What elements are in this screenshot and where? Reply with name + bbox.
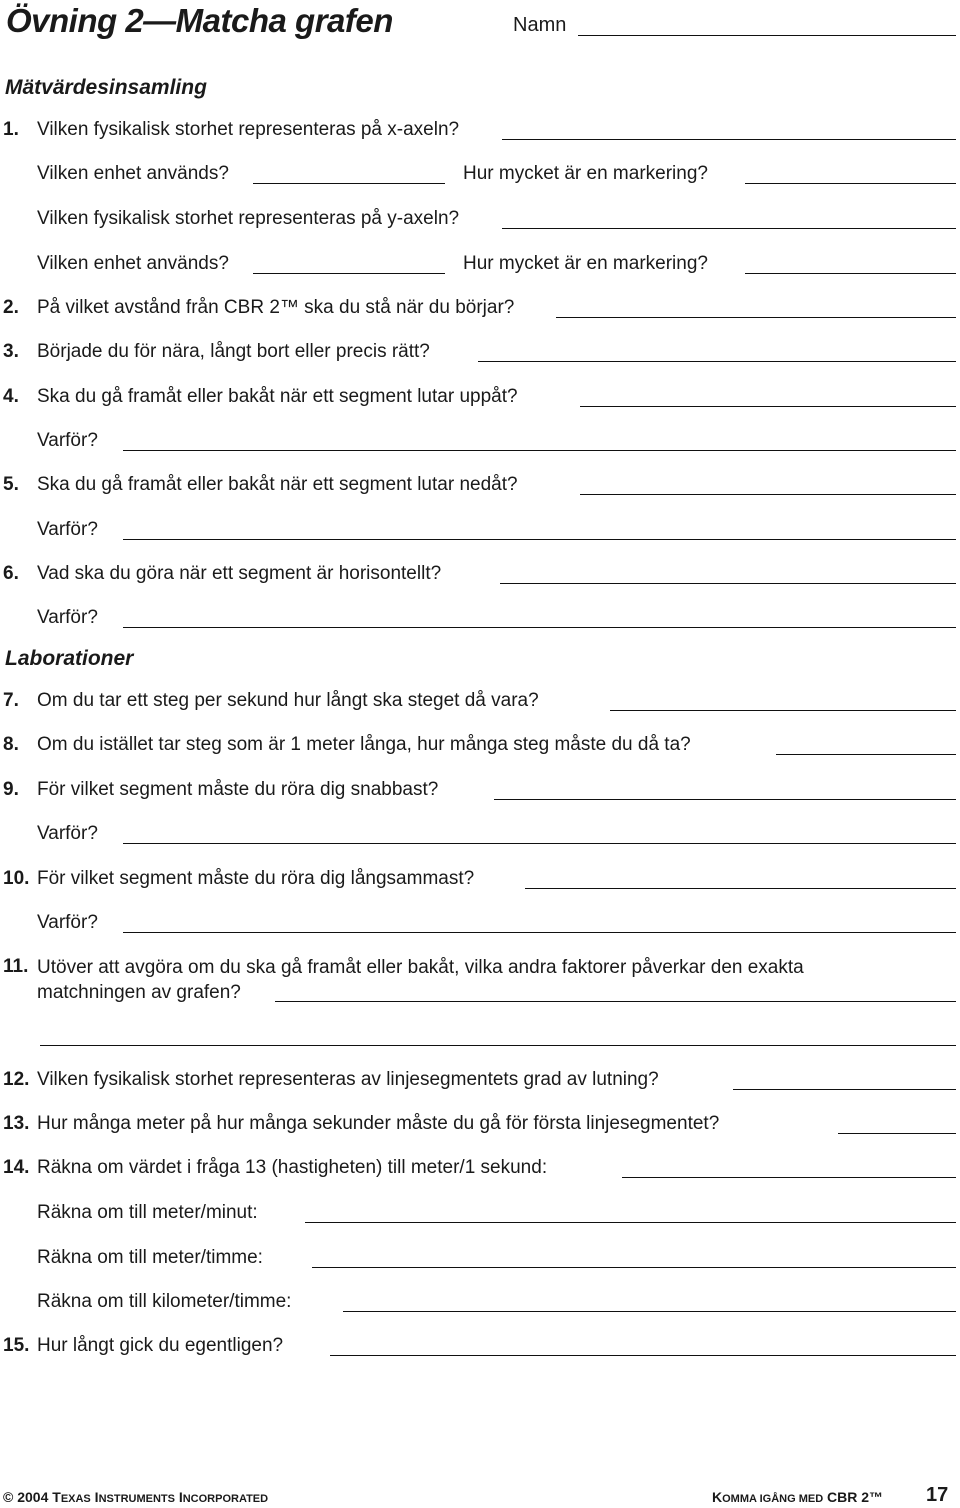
page-title: Övning 2—Matcha grafen — [6, 2, 393, 39]
question-10 — [0, 867, 960, 895]
why-label: Varför? — [37, 823, 98, 844]
question-6-why — [0, 606, 960, 634]
question-text: Vad ska du göra när ett segment är horisontellt? — [37, 563, 442, 584]
question-15 — [0, 1334, 960, 1362]
question-number: 9. — [3, 779, 19, 800]
why-label: Varför? — [37, 519, 98, 540]
question-text: Hur mycket är en markering? — [463, 163, 708, 184]
question-number: 1. — [3, 119, 19, 140]
publisher-name: TEXAS INSTRUMENTS INCORPORATED — [52, 1489, 269, 1505]
question-1-y-unit — [0, 252, 960, 280]
name-label: Namn — [513, 14, 567, 36]
answer-line[interactable] — [253, 273, 445, 274]
answer-line[interactable] — [502, 228, 956, 229]
question-5 — [0, 473, 960, 501]
question-11 — [0, 955, 960, 1009]
answer-line[interactable] — [275, 1001, 956, 1002]
question-number: 3. — [3, 341, 19, 362]
question-text: Vilken enhet används? — [37, 253, 229, 274]
question-8 — [0, 733, 960, 761]
question-13 — [0, 1112, 960, 1140]
question-9-why — [0, 822, 960, 850]
question-5-why — [0, 518, 960, 546]
answer-line[interactable] — [622, 1177, 956, 1178]
question-number: 4. — [3, 386, 19, 407]
section-heading-labs: Laborationer — [5, 647, 134, 670]
answer-line[interactable] — [305, 1222, 956, 1223]
question-text: Ska du gå framåt eller bakåt när ett segment lutar nedåt? — [37, 474, 518, 495]
why-label: Varför? — [37, 430, 98, 451]
question-14-per-minute — [0, 1201, 960, 1229]
answer-line[interactable] — [343, 1311, 956, 1312]
question-11-continued — [0, 1024, 960, 1052]
question-1-x-unit — [0, 162, 960, 190]
question-text: För vilket segment måste du röra dig långsammast? — [37, 868, 475, 889]
name-field[interactable] — [578, 35, 956, 36]
answer-line[interactable] — [123, 450, 956, 451]
question-text: Om du istället tar steg som är 1 meter långa, hur många steg måste du då ta? — [37, 734, 691, 755]
question-text: På vilket avstånd från CBR 2™ ska du stå när du börjar? — [37, 297, 515, 318]
footer-book-title: KOMMA IGÅNG MED CBR 2™ — [712, 1489, 884, 1505]
question-number: 14. — [3, 1157, 30, 1178]
answer-line[interactable] — [745, 183, 956, 184]
question-number: 5. — [3, 474, 19, 495]
question-12 — [0, 1068, 960, 1096]
question-text: Hur mycket är en markering? — [463, 253, 708, 274]
answer-line[interactable] — [500, 583, 956, 584]
question-text: Ska du gå framåt eller bakåt när ett segment lutar uppåt? — [37, 386, 518, 407]
question-text: Vilken fysikalisk storhet representeras på x-axeln? — [37, 119, 460, 140]
question-text: Hur många meter på hur många sekunder måste du gå för första linjesegmentet? — [37, 1113, 720, 1134]
question-number: 13. — [3, 1113, 30, 1134]
answer-line[interactable] — [610, 710, 956, 711]
question-text: Räkna om till kilometer/timme: — [37, 1291, 292, 1312]
footer-copyright — [3, 1489, 268, 1505]
question-text: För vilket segment måste du röra dig snabbast? — [37, 779, 439, 800]
answer-line[interactable] — [745, 273, 956, 274]
answer-line[interactable] — [776, 754, 956, 755]
answer-line[interactable] — [330, 1355, 956, 1356]
question-10-why — [0, 911, 960, 939]
question-text: Räkna om till meter/timme: — [37, 1247, 263, 1268]
answer-line[interactable] — [123, 843, 956, 844]
question-6 — [0, 562, 960, 590]
question-text: Vilken enhet används? — [37, 163, 229, 184]
answer-line[interactable] — [733, 1089, 956, 1090]
question-7 — [0, 689, 960, 717]
question-number: 11. — [3, 956, 29, 977]
answer-line[interactable] — [525, 888, 956, 889]
question-4-why — [0, 429, 960, 457]
question-number: 12. — [3, 1069, 30, 1090]
answer-line[interactable] — [502, 139, 956, 140]
answer-line[interactable] — [253, 183, 445, 184]
section-heading-data-collection: Mätvärdesinsamling — [5, 76, 207, 99]
answer-line[interactable] — [580, 494, 956, 495]
answer-line[interactable] — [312, 1267, 956, 1268]
question-14-per-hour — [0, 1246, 960, 1274]
question-number: 2. — [3, 297, 19, 318]
answer-line[interactable] — [40, 1045, 956, 1046]
answer-line[interactable] — [123, 932, 956, 933]
question-14 — [0, 1156, 960, 1184]
why-label: Varför? — [37, 607, 98, 628]
question-3 — [0, 340, 960, 368]
answer-line[interactable] — [556, 317, 956, 318]
why-label: Varför? — [37, 912, 98, 933]
question-number: 10. — [3, 868, 30, 889]
page-number: 17 — [926, 1484, 949, 1506]
question-number: 6. — [3, 563, 19, 584]
answer-line[interactable] — [838, 1133, 956, 1134]
answer-line[interactable] — [478, 361, 956, 362]
question-number: 15. — [3, 1335, 30, 1356]
question-number: 7. — [3, 690, 19, 711]
question-text: Utöver att avgöra om du ska gå framåt eller bakåt, vilka andra faktorer påverkar den exakta matchningen av grafen? — [37, 957, 804, 1003]
answer-line[interactable] — [494, 799, 956, 800]
copyright-year: © 2004 — [3, 1489, 49, 1505]
question-text: Hur långt gick du egentligen? — [37, 1335, 284, 1356]
question-number: 8. — [3, 734, 19, 755]
question-text: Om du tar ett steg per sekund hur långt ska steget då vara? — [37, 690, 539, 711]
answer-line[interactable] — [123, 627, 956, 628]
question-text: Räkna om värdet i fråga 13 (hastigheten) till meter/1 sekund: — [37, 1157, 548, 1178]
question-text: Började du för nära, långt bort eller precis rätt? — [37, 341, 430, 362]
question-2 — [0, 296, 960, 324]
question-1-y-quantity — [0, 207, 960, 235]
question-1-x-quantity — [0, 118, 960, 146]
answer-line[interactable] — [123, 539, 956, 540]
answer-line[interactable] — [580, 406, 956, 407]
question-4 — [0, 385, 960, 413]
question-9 — [0, 778, 960, 806]
question-text: Vilken fysikalisk storhet representeras av linjesegmentets grad av lutning? — [37, 1069, 659, 1090]
question-text: Vilken fysikalisk storhet representeras på y-axeln? — [37, 208, 460, 229]
question-text: Räkna om till meter/minut: — [37, 1202, 258, 1223]
question-14-km-per-hour — [0, 1290, 960, 1318]
